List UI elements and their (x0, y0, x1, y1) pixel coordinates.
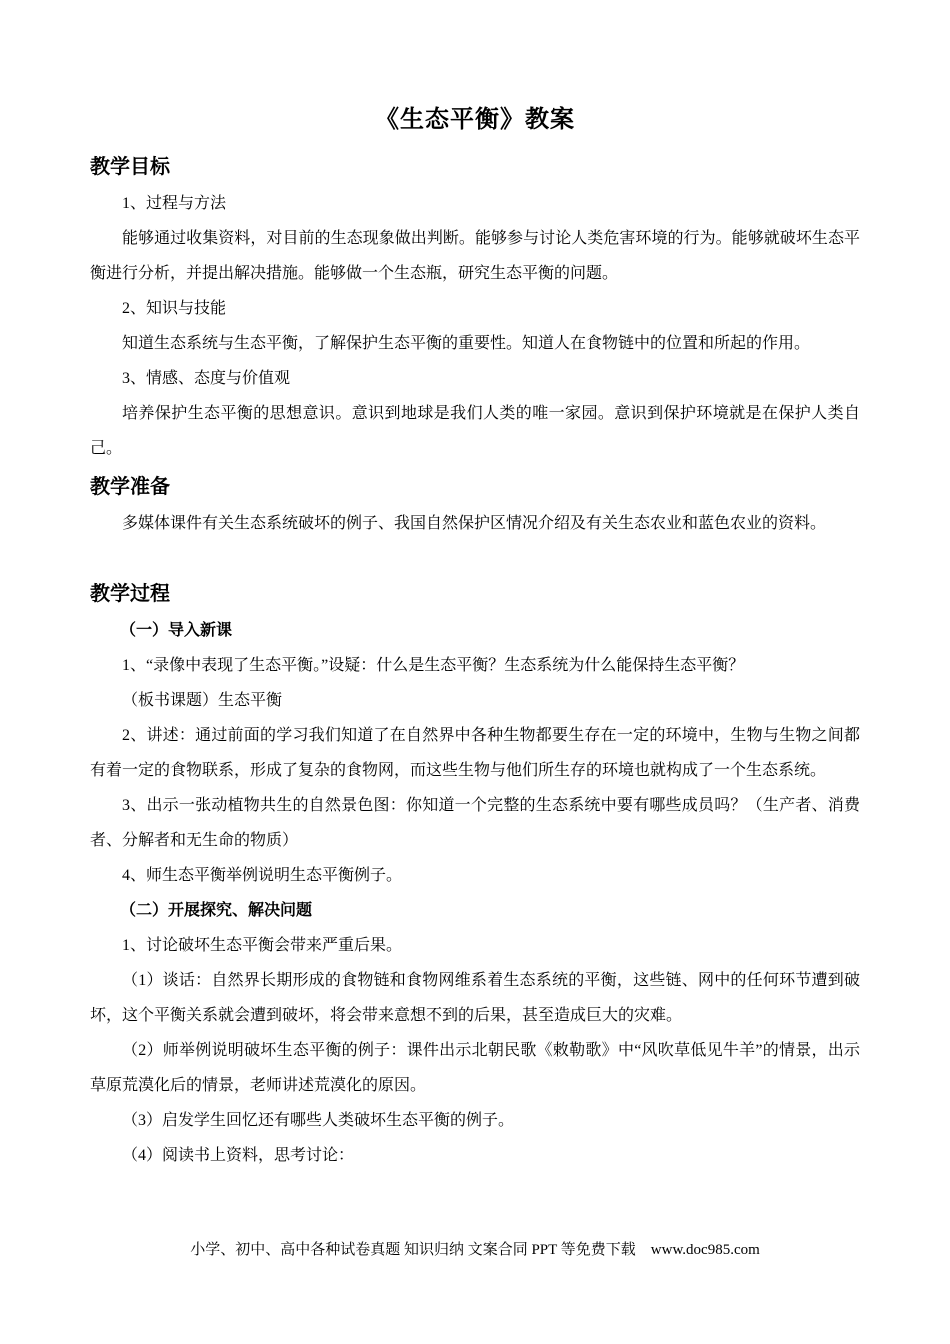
paragraph-explore-recall: （3）启发学生回忆还有哪些人类破坏生态平衡的例子。 (122, 1112, 515, 1129)
paragraph-process-board-title: （板书课题）生态平衡 (122, 692, 283, 709)
section-heading-goals: 教学目标 (90, 156, 170, 178)
paragraph-goals-item2: 2、知识与技能 (122, 300, 227, 317)
paragraph-explore-reading: （4）阅读书上资料，思考讨论： (122, 1147, 355, 1164)
paragraph-process-step2: 2、讲述：通过前面的学习我们知道了在自然界中各种生物都要生存在一定的环境中，生物与生物之间都有着一定的食物联系，形成了复杂的食物网，而这些生物与他们所生存的环境也就构成了一个生态系统。 (90, 727, 860, 779)
paragraph-explore-talk: （1）谈话：自然界长期形成的食物链和食物网维系着生态系统的平衡，这些链、网中的任何环节遭到破坏，这个平衡关系就会遭到破坏，将会带来意想不到的后果，甚至造成巨大的灾难。 (90, 972, 860, 1024)
paragraph-process-step3: 3、出示一张动植物共生的自然景色图：你知道一个完整的生态系统中要有哪些成员吗？（生产者、消费者、分解者和无生命的物质） (90, 797, 860, 849)
paragraph-goals-attitude: 培养保护生态平衡的思想意识。意识到地球是我们人类的唯一家园。意识到保护环境就是在保护人类自己。 (90, 405, 860, 457)
paragraph-goals-method: 能够通过收集资料，对目前的生态现象做出判断。能够参与讨论人类危害环境的行为。能够就破坏生态平衡进行分析，并提出解决措施。能够做一个生态瓶，研究生态平衡的问题。 (90, 230, 860, 282)
paragraph-process-step1: 1、“录像中表现了生态平衡。”设疑：什么是生态平衡？生态系统为什么能保持生态平衡？ (122, 657, 745, 674)
document-title: 《生态平衡》教案 (375, 106, 575, 133)
section-teaching-goals (90, 152, 860, 466)
section-teaching-process (90, 579, 860, 1173)
paragraph-process-step4: 4、师生态平衡举例说明生态平衡例子。 (122, 867, 403, 884)
paragraph-explore-step1: 1、讨论破坏生态平衡会带来严重后果。 (122, 937, 403, 954)
section-heading-process: 教学过程 (90, 583, 170, 605)
paragraph-prep-materials: 多媒体课件有关生态系统破坏的例子、我国自然保护区情况介绍及有关生态农业和蓝色农业的资料。 (122, 515, 827, 532)
paragraph-goals-item3: 3、情感、态度与价值观 (122, 370, 291, 387)
paragraph-goals-item1: 1、过程与方法 (122, 195, 227, 212)
page-footer: 小学、初中、高中各种试卷真题 知识归纳 文案合同 PPT 等免费下载 www.doc985.com (190, 1242, 760, 1258)
section-heading-prep: 教学准备 (90, 476, 170, 498)
paragraph-explore-example: （2）师举例说明破坏生态平衡的例子：课件出示北朝民歌《敕勒歌》中“风吹草低见牛羊”的情景，出示草原荒漠化后的情景，老师讲述荒漠化的原因。 (90, 1042, 860, 1094)
subheading-intro-new-lesson: （一）导入新课 (120, 622, 233, 639)
subheading-explore-solve: （二）开展探究、解决问题 (120, 902, 313, 919)
section-teaching-prep (90, 472, 860, 541)
paragraph-goals-knowledge: 知道生态系统与生态平衡，了解保护生态平衡的重要性。知道人在食物链中的位置和所起的作用。 (122, 335, 811, 352)
